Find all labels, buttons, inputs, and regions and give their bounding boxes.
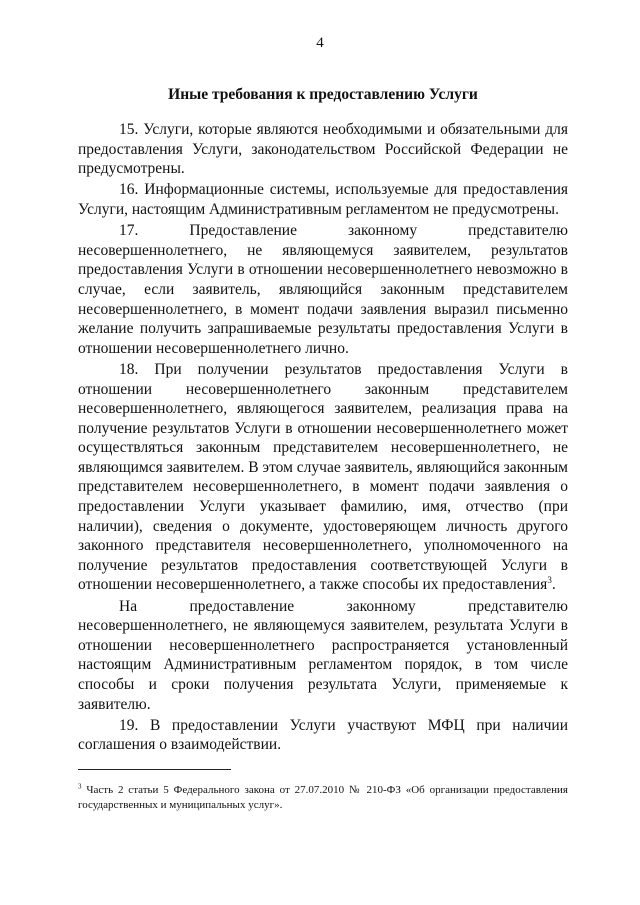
paragraph-18-text: 18. При получении результатов предоставления Услуги в отношении несовершеннолетнего законным представителем несовершеннолетнего, являющегося заявителем, реализация права на получение результатов Услуги в отношении несовершеннолетнего может осуществляться законным представителем несовершеннолетнего, не являющимся заявителем. В этом случае заявитель, являющийся законным представителем несовершеннолетнего, в момент подачи заявления о предоставлении Услуги указывает фамилию, имя, отчество (при наличии), сведения о документе, удостоверяющем личность другого законного представителя несовершеннолетнего, уполномоченного на получение результатов предоставления соответствующей Услуги в отношении несовершеннолетнего, а также способы их предоставления <box>78 360 568 594</box>
footnote <box>78 783 568 813</box>
footnote-reference: 3 <box>547 575 552 586</box>
paragraph-18-end: . <box>551 576 556 594</box>
paragraph-17: 17. Предоставление законному представителю несовершеннолетнего, не являющемуся заявителем, результатов предоставления Услуги в отношении несовершеннолетнего невозможно в случае, если заявитель, являющийся законным представителем несовершеннолетнего, в момент подачи заявления выразил письменно желание получить запрашиваемые результаты предоставления Услуги в отношении несовершеннолетнего лично. <box>78 222 568 357</box>
footnote-separator <box>78 769 231 770</box>
paragraph-18 <box>78 360 568 595</box>
document-body <box>78 120 568 757</box>
page-number: 4 <box>316 35 324 51</box>
section-heading: Иные требования к предоставлению Услуги <box>168 86 478 103</box>
paragraph-16: 16. Информационные системы, используемые для предоставления Услуги, настоящим Административным регламентом не предусмотрены. <box>78 181 568 218</box>
footnote-marker: 3 <box>78 782 82 791</box>
footnote-text: Часть 2 статьи 5 Федерального закона от 27.07.2010 № 210-ФЗ «Об организации предоставления государственных и муниципальных услуг». <box>78 784 568 811</box>
paragraph-15: 15. Услуги, которые являются необходимыми и обязательными для предоставления Услуги, законодательством Российской Федерации не предусмотрены. <box>78 121 568 178</box>
paragraph-19: 19. В предоставлении Услуги участвуют МФЦ при наличии соглашения о взаимодействии. <box>78 716 568 754</box>
paragraph-18-continued: На предоставление законному представителю несовершеннолетнего, не являющемуся заявителем, результата Услуги в отношении несовершеннолетнего распространяется установленный настоящим Административным регламентом порядок, в том числе способы и сроки получения результата Услуги, применяемые к заявителю. <box>78 597 568 713</box>
